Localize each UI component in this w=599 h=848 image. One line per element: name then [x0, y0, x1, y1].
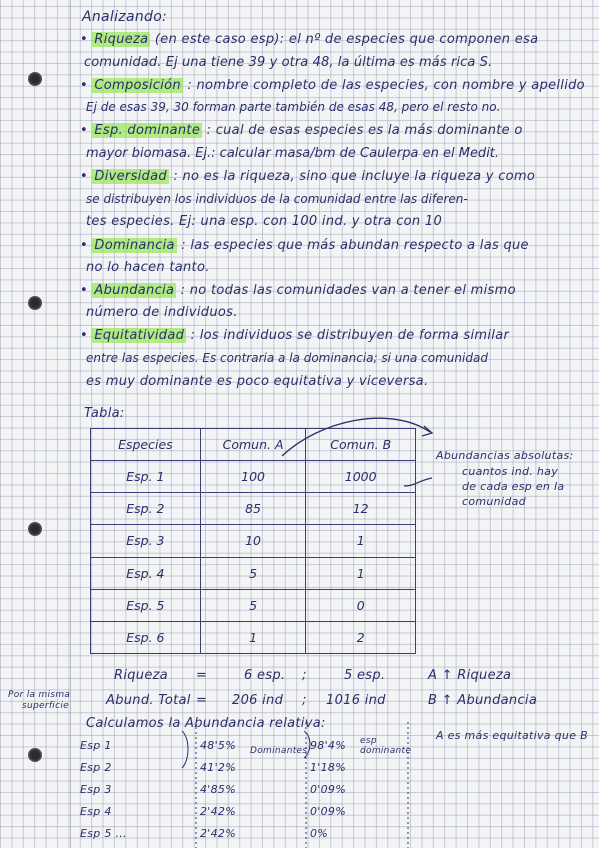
- table-cell: Esp. 1: [91, 461, 201, 493]
- rel-a: 41'2%: [200, 761, 236, 774]
- table-cell: 1: [306, 525, 416, 557]
- bullet-diversidad: • Diversidad : no es la riqueza, sino que incluye la riqueza y como: [80, 169, 536, 184]
- rel-esp: Esp 4: [80, 805, 112, 818]
- table-cell: 12: [306, 493, 416, 525]
- rel-b: 98'4%: [310, 739, 346, 752]
- table-cell: 1000: [306, 461, 416, 493]
- table-cell: 1: [200, 621, 306, 653]
- equitativa-note: A es más equitativa que B: [436, 729, 588, 742]
- bullet-riqueza: • Riqueza (en este caso esp): el nº de especies que componen esa: [80, 32, 539, 47]
- rel-a: 2'42%: [200, 805, 236, 818]
- bullet-line: se distribuyen los individuos de la comunidad entre las diferen-: [86, 192, 468, 206]
- note-b: B ↑ Abundancia: [428, 693, 538, 708]
- term-highlight: Esp. dominante: [94, 123, 201, 138]
- bullet-line: tes especies. Ej: una esp. con 100 ind. y otra con 10: [86, 214, 443, 229]
- table-cell: Esp. 2: [91, 493, 201, 525]
- riqueza-b: 5 esp.: [344, 668, 386, 683]
- annotation-line: cuantos ind. hay: [462, 465, 559, 478]
- abund-b: 1016 ind: [326, 693, 386, 708]
- rel-esp: Esp 5 ...: [80, 827, 127, 840]
- table-cell: Esp. 6: [91, 621, 201, 653]
- bullet-line: Ej de esas 39, 30 forman parte también de esas 48, pero el resto no.: [86, 100, 501, 114]
- rel-esp: Esp 2: [80, 761, 112, 774]
- relative-title: Calculamos la Abundancia relativa:: [86, 716, 326, 731]
- term-highlight: Dominancia: [94, 238, 175, 253]
- annotation-line: comunidad: [462, 495, 526, 508]
- esp-dominante-label: esp: [360, 736, 377, 746]
- bullet-abundancia: • Abundancia : no todas las comunidades van a tener el mismo: [80, 283, 516, 298]
- table-cell: 85: [200, 493, 306, 525]
- rel-a: 4'85%: [200, 783, 236, 796]
- separator: ;: [302, 668, 307, 683]
- table-cell: 100: [200, 461, 306, 493]
- abund-a: 206 ind: [232, 693, 284, 708]
- term-highlight: Diversidad: [94, 169, 167, 184]
- bullet-dominancia: • Dominancia : las especies que más abundan respecto a las que: [80, 238, 529, 253]
- riqueza-label: Riqueza: [114, 668, 169, 683]
- table-cell: Esp. 4: [91, 557, 201, 589]
- equals-sign: =: [196, 668, 208, 683]
- rel-b: 1'18%: [310, 761, 346, 774]
- table-cell: 10: [200, 525, 306, 557]
- rel-a: 48'5%: [200, 739, 236, 752]
- table-cell: 1: [306, 557, 416, 589]
- surface-note: superficie: [22, 701, 69, 711]
- abund-label: Abund. Total: [106, 693, 191, 708]
- esp-dominante-label: dominante: [360, 746, 412, 756]
- equals-sign: =: [196, 693, 208, 708]
- riqueza-a: 6 esp.: [244, 668, 286, 683]
- rel-b: 0%: [310, 827, 329, 840]
- rel-b: 0'09%: [310, 783, 346, 796]
- bullet-esp-dominante: • Esp. dominante : cual de esas especies es la más dominante o: [80, 123, 523, 138]
- bullet-line: entre las especies. Es contraria a la dominancia; si una comunidad: [86, 351, 488, 365]
- rel-esp: Esp 1: [80, 739, 112, 752]
- bullet-composicion: • Composición : nombre completo de las especies, con nombre y apellido: [80, 78, 585, 93]
- bullet-line: es muy dominante es poco equitativa y viceversa.: [86, 374, 429, 389]
- term-highlight: Riqueza: [94, 32, 149, 47]
- table-cell: 2: [306, 621, 416, 653]
- table-header: Especies: [91, 429, 201, 461]
- note-a: A ↑ Riqueza: [428, 668, 512, 683]
- bullet-line: comunidad. Ej una tiene 39 y otra 48, la última es más rica S.: [84, 55, 493, 70]
- dominantes-label: Dominantes: [250, 746, 308, 756]
- surface-note: Por la misma: [8, 690, 71, 700]
- rel-b: 0'09%: [310, 805, 346, 818]
- bullet-line: número de individuos.: [86, 305, 238, 320]
- table-header: Comun. B: [306, 429, 416, 461]
- annotation-line: de cada esp en la: [462, 480, 565, 493]
- rel-esp: Esp 3: [80, 783, 112, 796]
- table-header: Comun. A: [200, 429, 306, 461]
- table-cell: 5: [200, 589, 306, 621]
- separator: ;: [302, 693, 307, 708]
- annotation-line: Abundancias absolutas:: [436, 449, 574, 462]
- table-cell: 5: [200, 557, 306, 589]
- bullet-line: mayor biomasa. Ej.: calcular masa/bm de Caulerpa en el Medit.: [86, 146, 500, 161]
- rel-a: 2'42%: [200, 827, 236, 840]
- bullet-equitatividad: • Equitatividad : los individuos se distribuyen de forma similar: [80, 328, 510, 343]
- term-highlight: Equitatividad: [94, 328, 185, 343]
- term-highlight: Abundancia: [94, 283, 175, 298]
- table-label: Tabla:: [84, 406, 125, 421]
- page-title: Analizando:: [82, 9, 168, 25]
- term-highlight: Composición: [94, 78, 181, 93]
- table-cell: Esp. 5: [91, 589, 201, 621]
- table-cell: 0: [306, 589, 416, 621]
- table-cell: Esp. 3: [91, 525, 201, 557]
- bullet-line: no lo hacen tanto.: [86, 260, 210, 275]
